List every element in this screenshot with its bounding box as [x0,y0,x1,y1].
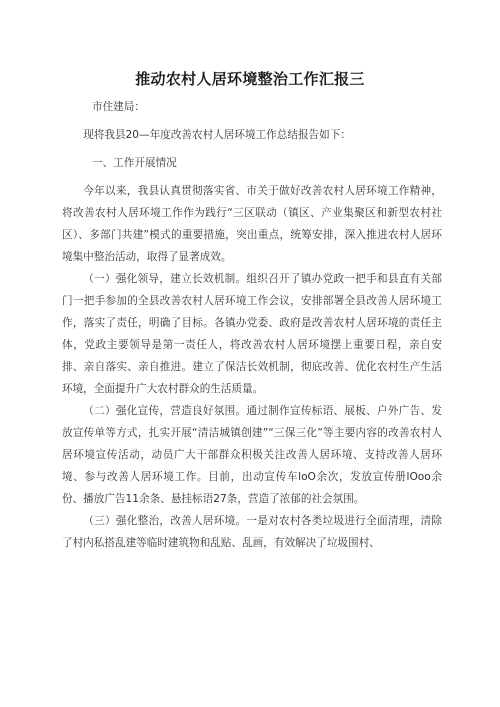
paragraph-leadership: （一）强化领导，建立长效机制。组织召开了镇办党政一把手和县直有关部门一把手参加的全县改善农村人居环境工作会议，安排部署全县改善人居环境工作，落实了责任，明确了目标。各镇办党委、政府是改善农村人居环境的责任主体，党政主要领导是第一责任人，将改善农村人居环境摆上重要日程，亲自安排、亲自落实、亲自推进。建立了保洁长效机制，彻底改善、优化农村生产生活环境，全面提升广大农村群众的生活质量。 [62,273,442,395]
paragraph-rectification: （三）强化整治，改善人居环境。一是对农村各类垃圾进行全面清理，清除了村内私搭乱建等临时建筑物和乱贴、乱画，有效解决了垃圾围村、 [62,515,442,549]
paragraph-publicity: （二）强化宣传，营造良好氛围。通过制作宣传标语、展板、户外广告、发放宣传单等方式，扎实开展“清洁城镇创建”“三保三化”等主要内容的改善农村人居环境宣传活动，动员广大干部群众积极关注改善人居环境、支持改善人居环境、参与改善人居环境工作。目前，出动宣传车loO余次，发放宣传册lOoo余份、播放广告11余条、悬挂标语27条，营造了浓郁的社会氛围。 [62,405,442,505]
section-heading-work-progress: 一、工作开展情况 [92,157,177,169]
intro-paragraph: 现将我县20—年度改善农村人居环境工作总结报告如下： [83,129,351,141]
document-body [62,96,442,554]
paragraph-overview: 今年以来，我县认真贯彻落实省、市关于做好改善农村人居环境工作精神，将改善农村人居环境工作作为践行“三区联动（镇区、产业集聚区和新型农村社区）、多部门共建”模式的重要措施，突出重点，统筹安排，深入推进农村人居环境集中整治活动，取得了显著成效。 [62,185,442,263]
salutation: 市住建局： [92,101,145,113]
document-title: 推动农村人居环境整治工作汇报三 [135,70,365,88]
